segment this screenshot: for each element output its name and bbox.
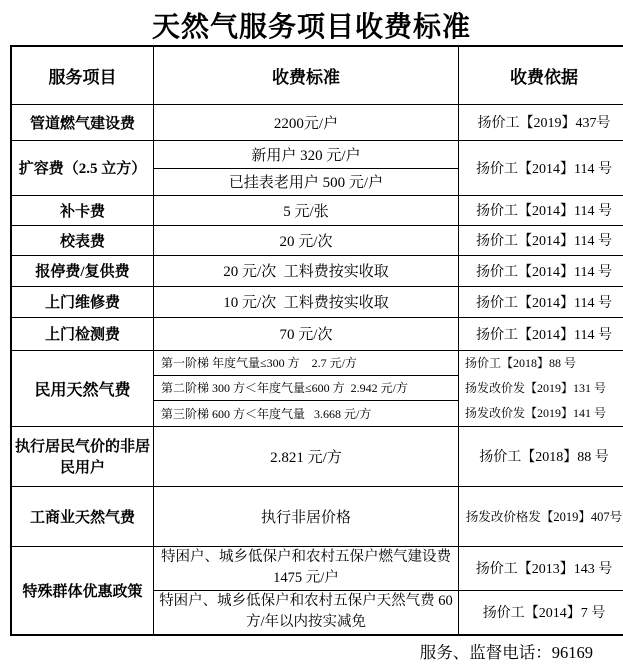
basis-line: 扬价工【2018】88 号: [465, 355, 577, 370]
cell-service-item: 上门维修费: [11, 286, 154, 317]
fee-table: [10, 45, 623, 636]
header-fee-standard: 收费标准: [154, 46, 459, 104]
cell-service-item: 补卡费: [11, 195, 154, 225]
header-service-item: 服务项目: [11, 46, 154, 104]
cell-service-item: 特殊群体优惠政策: [11, 546, 154, 635]
cell-service-item: 报停费/复供费: [11, 255, 154, 286]
cell-fee-standard: 已挂表老用户 500 元/户: [154, 168, 459, 195]
cell-fee-standard: 5 元/张: [154, 195, 459, 225]
table-row: [11, 546, 623, 590]
cell-fee-standard: 70 元/次: [154, 317, 459, 350]
cell-fee-standard: 特困户、城乡低保户和农村五保户燃气建设费 1475 元/户: [154, 546, 459, 590]
table-row: [11, 426, 623, 486]
cell-fee-basis: 扬价工【2014】114 号: [459, 140, 623, 195]
cell-service-item: 上门检测费: [11, 317, 154, 350]
cell-fee-standard: 执行非居价格: [154, 486, 459, 546]
table-row: [11, 286, 623, 317]
cell-fee-standard: 2.821 元/方: [154, 426, 459, 486]
cell-service-item: 工商业天然气费: [11, 486, 154, 546]
table-row: [11, 486, 623, 546]
cell-fee-standard: 新用户 320 元/户: [154, 140, 459, 168]
cell-fee-basis: 扬价工【2014】114 号: [459, 195, 623, 225]
cell-fee-standard: 2200元/户: [154, 104, 459, 140]
cell-fee-standard-tier2: 第二阶梯 300 方＜年度气量≤600 方 2.942 元/方: [154, 375, 459, 400]
service-phone-label: 服务、监督电话：96169: [419, 643, 593, 662]
table-header-row: [11, 46, 623, 104]
cell-service-item: 执行居民气价的非居民用户: [11, 426, 154, 486]
page-title: 天然气服务项目收费标准: [151, 12, 471, 43]
cell-fee-standard: 20 元/次 工料费按实收取: [154, 255, 459, 286]
cell-fee-basis: 扬价工【2013】143 号: [459, 546, 623, 590]
cell-fee-basis: 扬价工【2014】114 号: [459, 225, 623, 255]
cell-fee-standard-tier3: 第三阶梯 600 方＜年度气量 3.668 元/方: [154, 401, 459, 426]
table-row: [11, 255, 623, 286]
cell-fee-basis: 扬价工【2014】114 号: [459, 255, 623, 286]
cell-fee-basis: 扬发改价格发【2019】407号: [459, 486, 623, 546]
table-row: [11, 225, 623, 255]
cell-fee-basis: [459, 350, 623, 426]
cell-fee-standard: 10 元/次 工料费按实收取: [154, 286, 459, 317]
cell-fee-standard: 20 元/次: [154, 225, 459, 255]
table-row: [11, 350, 623, 375]
cell-service-item: 校表费: [11, 225, 154, 255]
cell-service-item: 管道燃气建设费: [11, 104, 154, 140]
cell-fee-standard-tier1: 第一阶梯 年度气量≤300 方 2.7 元/方: [154, 350, 459, 375]
cell-fee-standard: 特困户、城乡低保户和农村五保户天然气费 60 方/年以内按实减免: [154, 590, 459, 635]
cell-fee-basis: 扬价工【2014】7 号: [459, 590, 623, 635]
table-row: [11, 317, 623, 350]
basis-line: 扬发改价发【2019】141 号: [465, 405, 607, 420]
basis-line: 扬发改价发【2019】131 号: [465, 380, 607, 395]
cell-fee-basis: 扬价工【2019】437号: [459, 104, 623, 140]
header-fee-basis: 收费依据: [459, 46, 623, 104]
cell-service-item: 民用天然气费: [11, 350, 154, 426]
table-row: [11, 104, 623, 140]
table-row: [11, 195, 623, 225]
cell-service-item: 扩容费（2.5 立方）: [11, 140, 154, 195]
cell-fee-basis: 扬价工【2018】88 号: [459, 426, 623, 486]
table-row: [11, 140, 623, 168]
cell-fee-basis: 扬价工【2014】114 号: [459, 286, 623, 317]
cell-fee-basis: 扬价工【2014】114 号: [459, 317, 623, 350]
